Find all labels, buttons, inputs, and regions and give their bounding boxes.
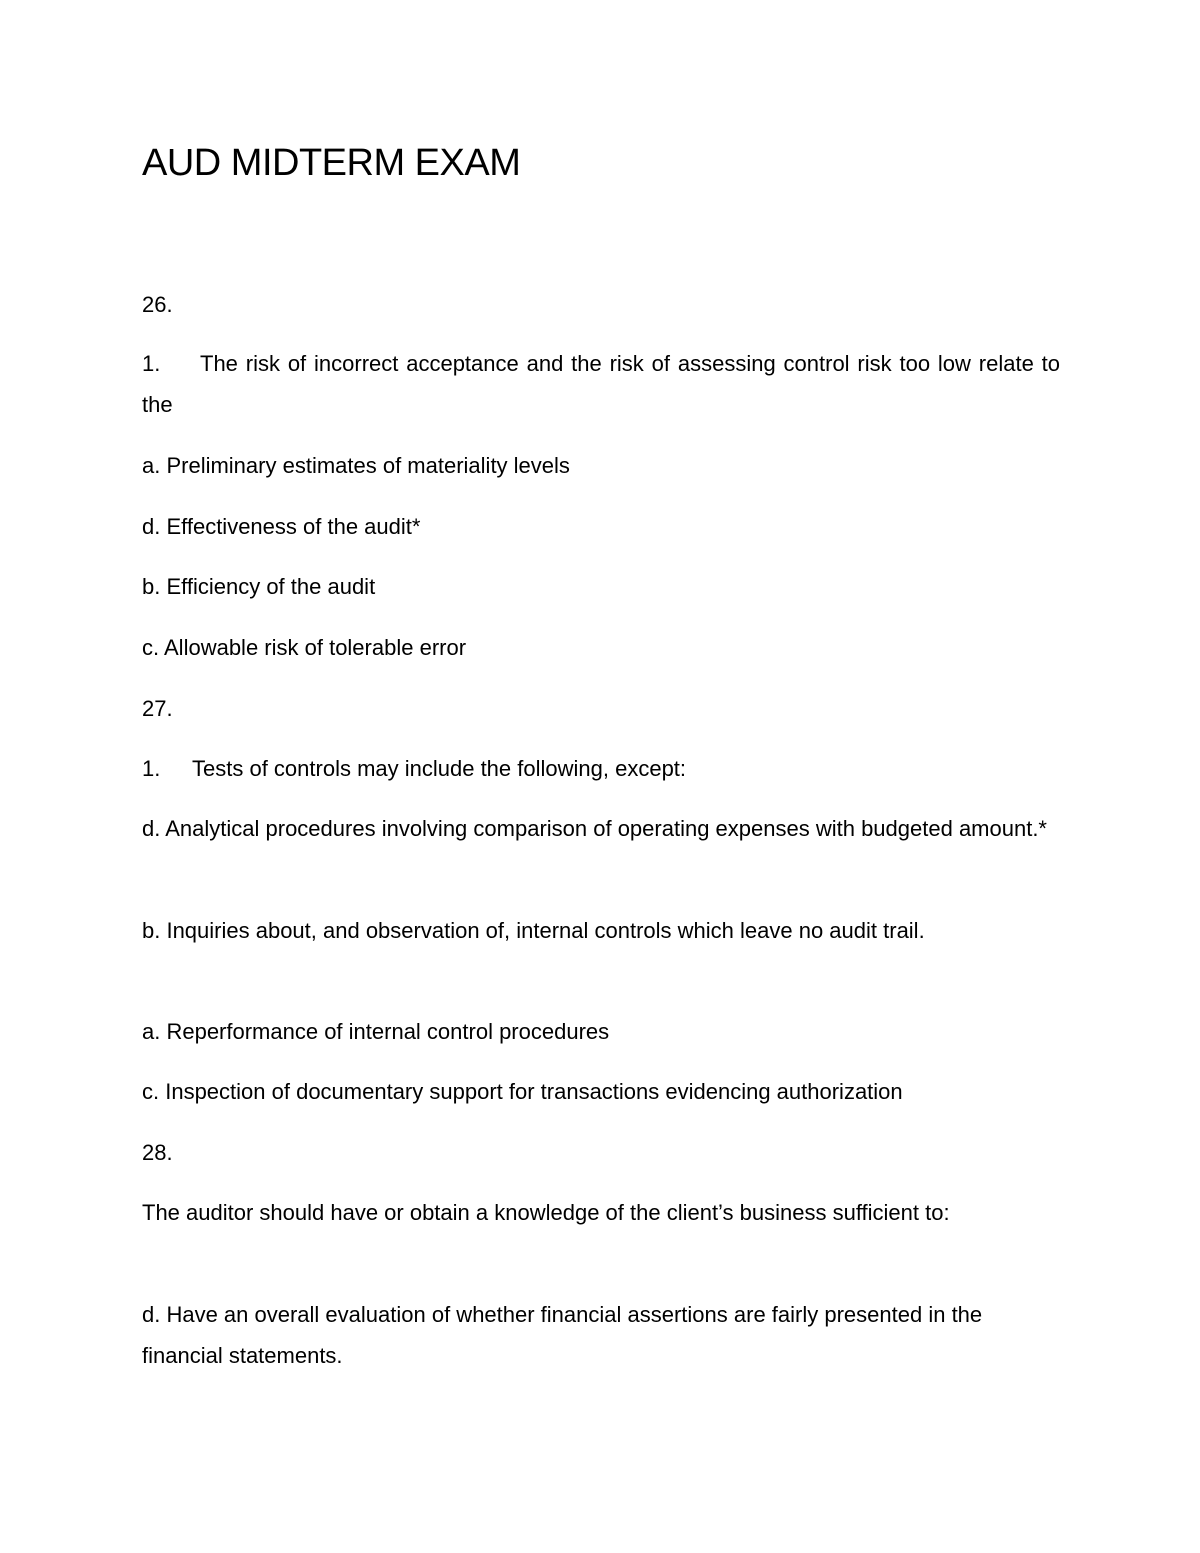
page-title: AUD MIDTERM EXAM (142, 142, 521, 184)
answer-option-correct: d. Analytical procedures involving comparison of operating expenses with budgeted amount.* (142, 816, 1047, 841)
answer-option: b. Inquiries about, and observation of, internal controls which leave no audit trail. (142, 918, 925, 943)
question-number: 27. (142, 696, 173, 721)
question-stem-text: Tests of controls may include the following, except: (192, 756, 687, 781)
question-stem-prefix: 1. (142, 351, 161, 376)
answer-option: c. Inspection of documentary support for transactions evidencing authorization (142, 1079, 903, 1104)
answer-option: b. Efficiency of the audit (142, 574, 376, 599)
question-stem: The auditor should have or obtain a knowledge of the client’s business sufficient to: (142, 1200, 950, 1225)
question-number: 26. (142, 292, 173, 317)
answer-option: a. Preliminary estimates of materiality levels (142, 453, 570, 478)
answer-option: d. Have an overall evaluation of whether financial assertions are fairly presented in the financial statements. (142, 1302, 983, 1368)
question-stem (142, 748, 686, 789)
question-stem (142, 343, 1060, 425)
question-number: 28. (142, 1140, 173, 1165)
answer-option-correct: d. Effectiveness of the audit* (142, 514, 421, 539)
question-stem-prefix: 1. (142, 756, 161, 781)
question-stem-text: The risk of incorrect acceptance and the risk of assessing control risk too low relate to the (142, 351, 1060, 417)
answer-option: c. Allowable risk of tolerable error (142, 635, 467, 660)
answer-option: a. Reperformance of internal control procedures (142, 1019, 610, 1044)
